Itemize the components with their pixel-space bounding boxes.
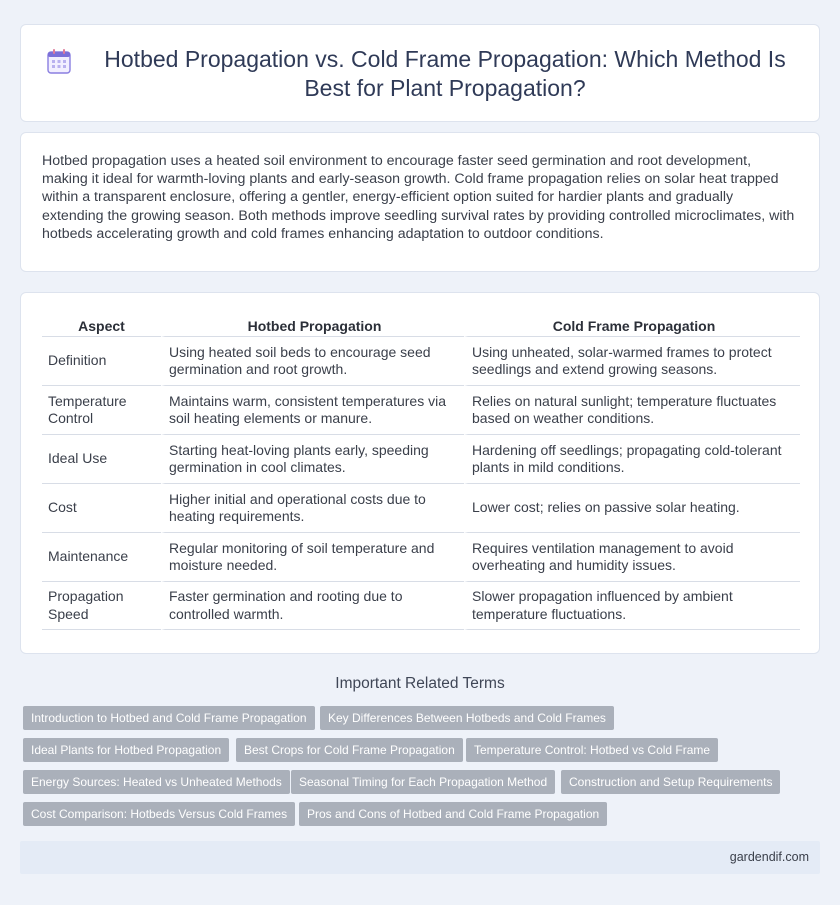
table-row [42, 484, 800, 533]
related-term-link[interactable]: Pros and Cons of Hotbed and Cold Frame Propagation [299, 802, 607, 826]
related-term-link[interactable]: Energy Sources: Heated vs Unheated Methods [23, 770, 290, 794]
aspect-cell: Temperature Control [42, 386, 161, 435]
table-row [42, 337, 800, 386]
hotbed-cell: Using heated soil beds to encourage seed germination and root growth. [161, 337, 464, 386]
summary-card [20, 132, 820, 272]
cold-frame-cell: Lower cost; relies on passive solar heating. [464, 484, 800, 533]
footer [20, 841, 820, 874]
summary-text: Hotbed propagation uses a heated soil environment to encourage faster seed germination and root development, making it ideal for warmth-loving plants and early-season growth. Cold frame propagation relies on solar heat trapped within a transparent enclosure, offering a gentler, energy-efficient option suited for hardier plants and gradually extending the growing season. Both methods improve seedling survival rates by providing controlled microclimates, with hotbeds accelerating growth and cold frames enhancing adaptation to outdoor conditions. [42, 153, 795, 242]
table-header-row [42, 316, 800, 337]
cold-frame-cell: Requires ventilation management to avoid overheating and humidity issues. [464, 533, 800, 582]
table-row [42, 582, 800, 630]
related-term-link[interactable]: Seasonal Timing for Each Propagation Method [291, 770, 555, 794]
cold-frame-cell: Hardening off seedlings; propagating cold-tolerant plants in mild conditions. [464, 435, 800, 484]
hotbed-cell: Regular monitoring of soil temperature and moisture needed. [161, 533, 464, 582]
hotbed-cell: Higher initial and operational costs due to heating requirements. [161, 484, 464, 533]
header-cold-frame: Cold Frame Propagation [464, 316, 800, 337]
related-terms-heading: Important Related Terms [335, 675, 505, 692]
aspect-cell: Maintenance [42, 533, 161, 582]
table-row [42, 533, 800, 582]
cold-frame-cell: Relies on natural sunlight; temperature fluctuates based on weather conditions. [464, 386, 800, 435]
header-aspect: Aspect [42, 316, 161, 337]
aspect-cell: Propagation Speed [42, 582, 161, 630]
calendar-grid-icon [47, 48, 71, 74]
footer-site-link[interactable]: gardendif.com [729, 850, 809, 864]
aspect-cell: Definition [42, 337, 161, 386]
aspect-cell: Cost [42, 484, 161, 533]
related-term-link[interactable]: Ideal Plants for Hotbed Propagation [23, 738, 229, 762]
cold-frame-cell: Using unheated, solar-warmed frames to protect seedlings and extend growing seasons. [464, 337, 800, 386]
header-card [20, 24, 820, 122]
comparison-table-card [20, 292, 820, 654]
related-term-link[interactable]: Temperature Control: Hotbed vs Cold Frame [466, 738, 718, 762]
aspect-cell: Ideal Use [42, 435, 161, 484]
header-hotbed: Hotbed Propagation [161, 316, 464, 337]
page-title: Hotbed Propagation vs. Cold Frame Propagation: Which Method Is Best for Plant Propagation? [104, 46, 786, 101]
related-term-link[interactable]: Construction and Setup Requirements [561, 770, 780, 794]
table-row [42, 386, 800, 435]
comparison-table [42, 316, 800, 630]
table-row [42, 435, 800, 484]
related-term-link[interactable]: Best Crops for Cold Frame Propagation [236, 738, 463, 762]
related-term-link[interactable]: Key Differences Between Hotbeds and Cold Frames [320, 706, 614, 730]
cold-frame-cell: Slower propagation influenced by ambient temperature fluctuations. [464, 582, 800, 630]
hotbed-cell: Faster germination and rooting due to controlled warmth. [161, 582, 464, 630]
related-term-link[interactable]: Introduction to Hotbed and Cold Frame Propagation [23, 706, 315, 730]
related-term-link[interactable]: Cost Comparison: Hotbeds Versus Cold Frames [23, 802, 295, 826]
hotbed-cell: Maintains warm, consistent temperatures via soil heating elements or manure. [161, 386, 464, 435]
hotbed-cell: Starting heat-loving plants early, speeding germination in cool climates. [161, 435, 464, 484]
